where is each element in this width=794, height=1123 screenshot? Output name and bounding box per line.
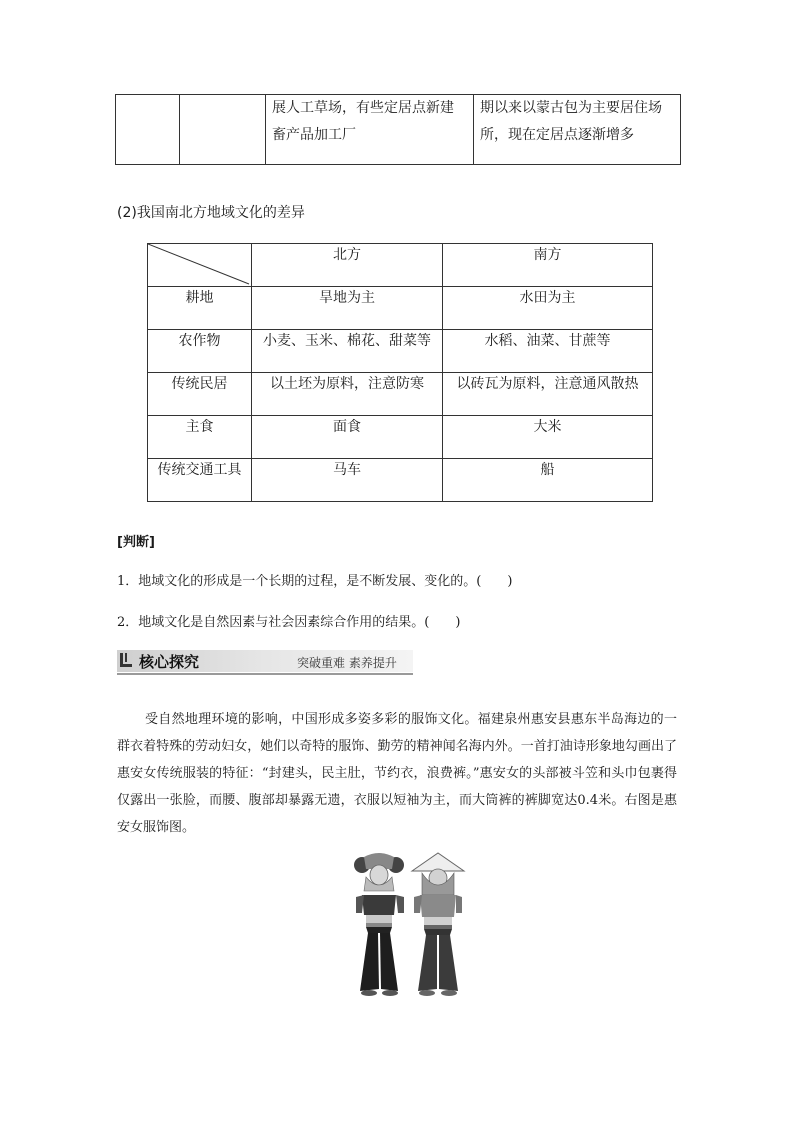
- north-cell: 小麦、玉米、棉花、甜菜等: [252, 330, 443, 373]
- table-row: [148, 330, 653, 373]
- question-1: 1．地域文化的形成是一个长期的过程，是不断发展、变化的。( ): [117, 574, 513, 589]
- south-cell: 以砖瓦为原料，注意通风散热: [443, 373, 653, 416]
- section-title: (2)我国南北方地域文化的差异: [117, 205, 305, 221]
- table-cell: [180, 95, 266, 165]
- south-cell: 水稻、油菜、甘蔗等: [443, 330, 653, 373]
- diagonal-line: [148, 244, 250, 285]
- north-cell: 面食: [252, 416, 443, 459]
- banner-underline: [117, 673, 413, 675]
- header-south: 南方: [443, 244, 653, 287]
- table-row: [116, 95, 681, 165]
- table-row: [148, 416, 653, 459]
- table-cell: 期以来以蒙古包为主要居住场所，现在定居点逐渐增多: [474, 95, 681, 165]
- row-label: 传统交通工具: [148, 459, 252, 502]
- table-row: [148, 287, 653, 330]
- question-2: 2．地域文化是自然因素与社会因素综合作用的结果。( ): [117, 615, 461, 630]
- north-cell: 马车: [252, 459, 443, 502]
- row-label: 农作物: [148, 330, 252, 373]
- table-row: [148, 373, 653, 416]
- row-label: 主食: [148, 416, 252, 459]
- north-cell: 以土坯为原料，注意防寒: [252, 373, 443, 416]
- bracket-icon: [120, 653, 132, 667]
- north-cell: 旱地为主: [252, 287, 443, 330]
- section-banner: [117, 650, 413, 676]
- table-cell: [116, 95, 180, 165]
- row-label: 传统民居: [148, 373, 252, 416]
- diagonal-header-cell: [148, 244, 252, 287]
- south-cell: 船: [443, 459, 653, 502]
- table-cell: 展人工草场，有些定居点新建畜产品加工厂: [266, 95, 474, 165]
- continuation-table: [115, 94, 681, 165]
- banner-title: 核心探究: [139, 653, 200, 671]
- table-header-row: [148, 244, 653, 287]
- north-south-table: [147, 243, 653, 502]
- body-paragraph: 受自然地理环境的影响，中国形成多姿多彩的服饰文化。福建泉州惠安县惠东半岛海边的一群衣着特殊的劳动妇女，她们以奇特的服饰、勤劳的精神闻名海内外。一首打油诗形象地勾画出了惠安女传统服装的特征：“封建头，民主肚，节约衣，浪费裤。”惠安女的头部被斗笠和头巾包裹得仅露出一张脸，而腰、腹部却暴露无遗，衣服以短袖为主，而大筒裤的裤脚宽达0.4米。右图是惠安女服饰图。: [117, 712, 677, 835]
- banner-subtitle: 突破重难 素养提升: [297, 656, 397, 670]
- south-cell: 大米: [443, 416, 653, 459]
- south-cell: 水田为主: [443, 287, 653, 330]
- row-label: 耕地: [148, 287, 252, 330]
- header-north: 北方: [252, 244, 443, 287]
- table-row: [148, 459, 653, 502]
- judge-heading: [判断]: [117, 535, 155, 550]
- huian-costume-image: [352, 851, 467, 1001]
